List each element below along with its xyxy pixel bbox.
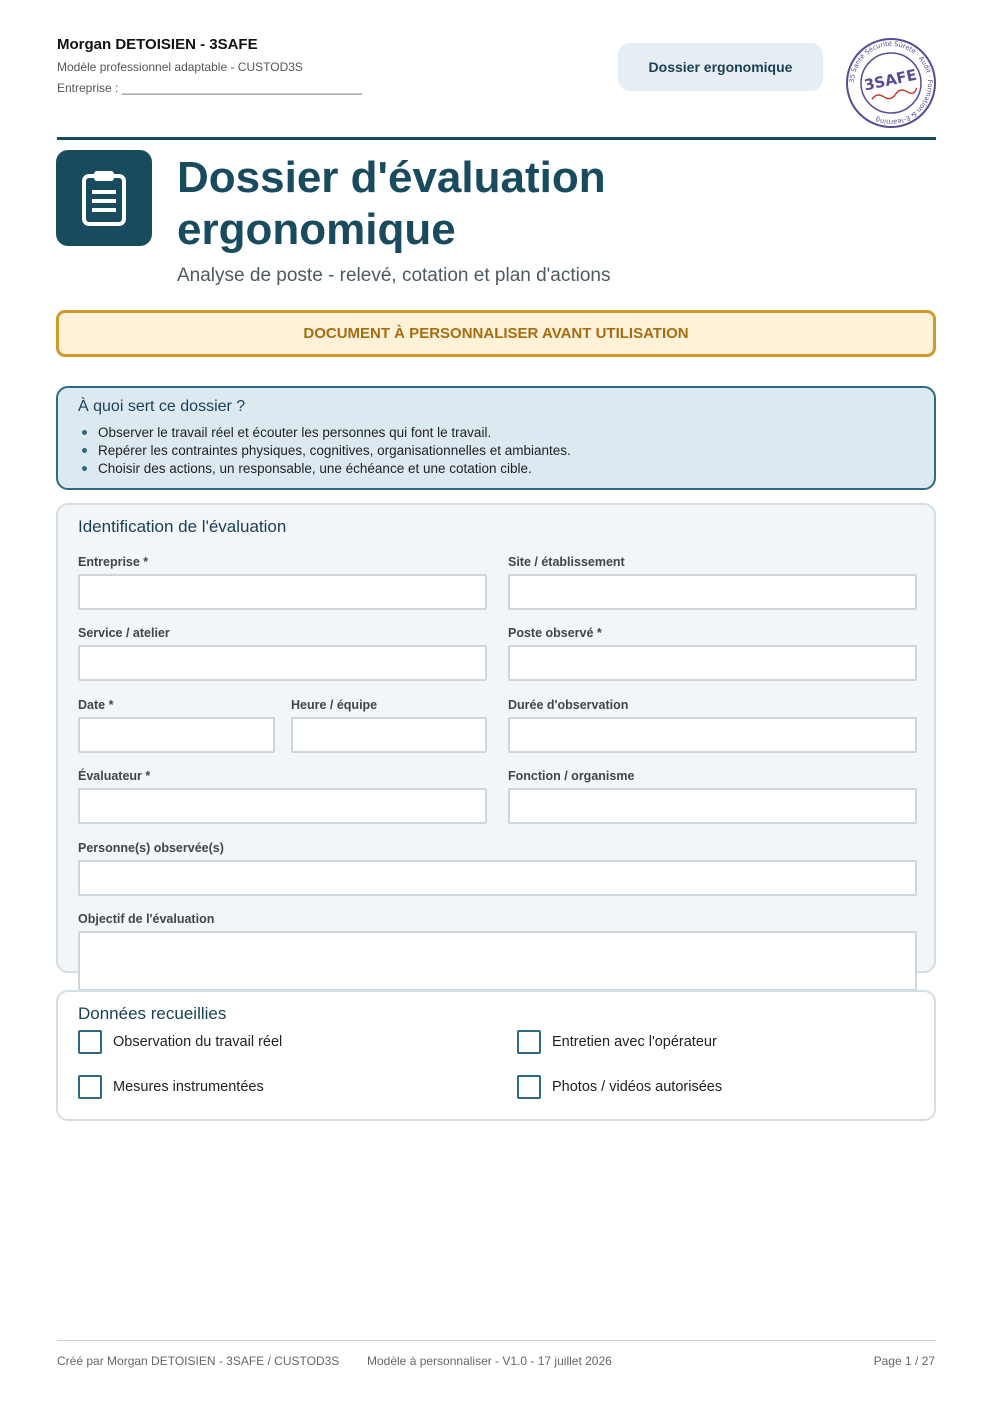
- author-name: Morgan DETOISIEN - 3SAFE: [57, 36, 258, 53]
- customize-warning-banner: DOCUMENT À PERSONNALISER AVANT UTILISATION: [56, 310, 936, 357]
- fonction-field[interactable]: [508, 788, 917, 824]
- fonction-label: Fonction / organisme: [508, 769, 635, 783]
- info-item: Observer le travail réel et écouter les personnes qui font le travail.: [78, 424, 914, 442]
- footer-credit: Créé par Morgan DETOISIEN - 3SAFE / CUSTOD3S: [57, 1354, 340, 1368]
- site-field[interactable]: [508, 574, 917, 610]
- evaluateur-label: Évaluateur *: [78, 769, 151, 783]
- entreprise-field[interactable]: [78, 574, 487, 610]
- objectif-label: Objectif de l'évaluation: [78, 912, 215, 926]
- page-header: [57, 36, 936, 136]
- purpose-info-box: [56, 386, 936, 490]
- model-name: Modèle professionnel adaptable - CUSTOD3S: [57, 60, 303, 74]
- personnes-field[interactable]: [78, 860, 917, 896]
- checkbox-label: Photos / vidéos autorisées: [552, 1079, 723, 1095]
- date-label: Date *: [78, 698, 114, 712]
- checkbox-label: Observation du travail réel: [113, 1034, 283, 1050]
- date-field[interactable]: [78, 717, 275, 753]
- entreprise-label: Entreprise *: [78, 555, 149, 569]
- info-list: [78, 424, 914, 478]
- info-title: À quoi sert ce dossier ?: [78, 398, 246, 415]
- checkbox-photos[interactable]: [517, 1075, 541, 1099]
- company-line: Entreprise : ____________________________________: [57, 81, 362, 95]
- document-type-badge: Dossier ergonomique: [618, 43, 823, 91]
- section-title: Données recueillies: [78, 1004, 227, 1023]
- checkbox-observation[interactable]: [78, 1030, 102, 1054]
- service-label: Service / atelier: [78, 626, 170, 640]
- footer-divider: [57, 1340, 936, 1341]
- info-item: Choisir des actions, un responsable, une échéance et une cotation cible.: [78, 460, 914, 478]
- 3safe-stamp-logo: [845, 37, 937, 129]
- checkbox-label: Mesures instrumentées: [113, 1079, 264, 1095]
- identification-section: [56, 503, 936, 973]
- poste-field[interactable]: [508, 645, 917, 681]
- evaluateur-field[interactable]: [78, 788, 487, 824]
- checkbox-label: Entretien avec l'opérateur: [552, 1034, 717, 1050]
- site-label: Site / établissement: [508, 555, 625, 569]
- header-divider: [57, 137, 936, 140]
- checkbox-entretien[interactable]: [517, 1030, 541, 1054]
- poste-label: Poste observé *: [508, 626, 602, 640]
- page-subtitle: Analyse de poste - relevé, cotation et plan d'actions: [177, 265, 611, 286]
- data-collected-section: [56, 990, 936, 1121]
- page-title: Dossier d'évaluation ergonomique: [177, 153, 606, 254]
- info-item: Repérer les contraintes physiques, cognitives, organisationnelles et ambiantes.: [78, 442, 914, 460]
- duree-field[interactable]: [508, 717, 917, 753]
- service-field[interactable]: [78, 645, 487, 681]
- footer-version: Modèle à personnaliser - V1.0 - 17 juillet 2026: [367, 1354, 612, 1368]
- clipboard-icon: [56, 150, 152, 246]
- heure-field[interactable]: [291, 717, 487, 753]
- personnes-label: Personne(s) observée(s): [78, 841, 224, 855]
- heure-label: Heure / équipe: [291, 698, 378, 712]
- objectif-field[interactable]: [78, 931, 917, 991]
- svg-text:3S Santé Sécurité Sûreté · Aud: 3S Santé Sécurité Sûreté · Audit · Formation & E-learning: [847, 39, 935, 127]
- duree-label: Durée d'observation: [508, 698, 629, 712]
- section-title: Identification de l'évaluation: [78, 517, 287, 536]
- checkbox-mesures[interactable]: [78, 1075, 102, 1099]
- svg-text:3SAFE: 3SAFE: [862, 65, 919, 95]
- page-number: Page 1 / 27: [873, 1354, 935, 1368]
